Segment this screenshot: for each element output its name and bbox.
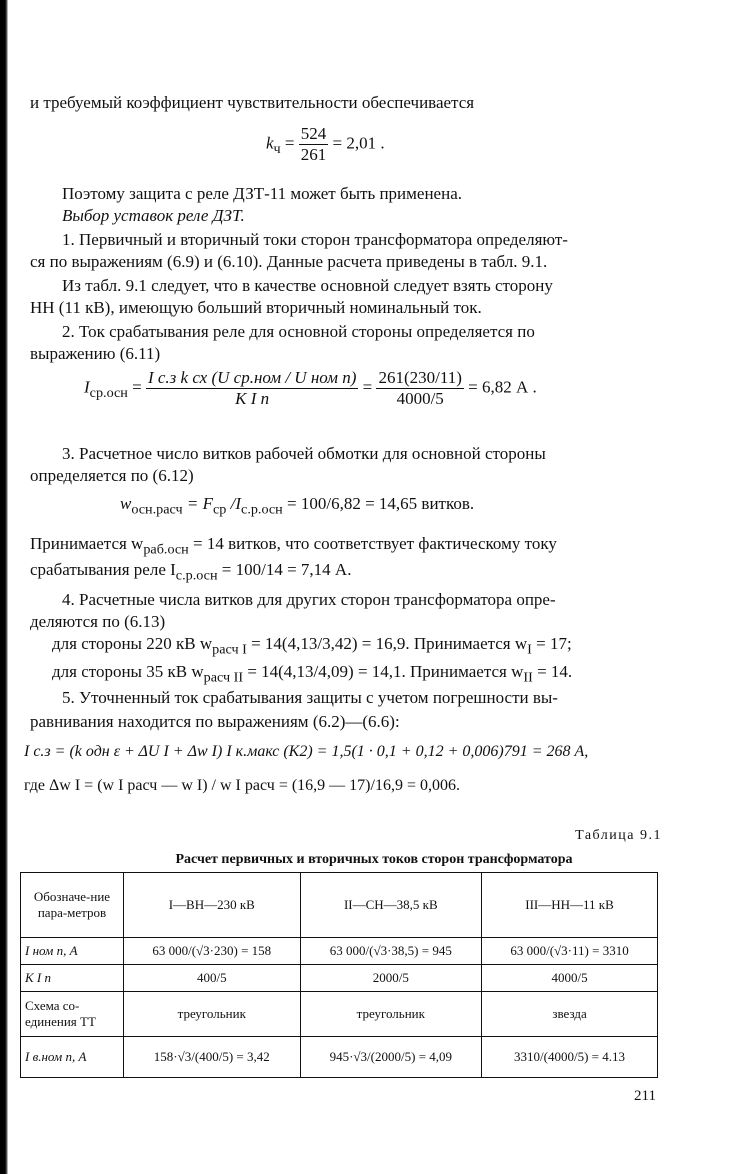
table-cell: I в.ном n, А [21, 1037, 124, 1078]
formula-isr: $I_{ср.осн}$ = $\frac{\text{I с.з k сх (U ср.ном / U ном n)}}{\text{K I n}}$ = $\frac{261(230/11)}{4000/5}$ = 6,82 А . [84, 368, 537, 408]
text-line [30, 560, 351, 585]
text-part: = 14(4,13/4,09) = 14,1. Принимается w [243, 662, 524, 681]
text-part: для стороны 220 кВ w [52, 634, 213, 653]
denominator: 4000/5 [396, 389, 444, 408]
numerator: 524 [300, 124, 327, 143]
text-line: определяется по (6.12) [30, 466, 194, 485]
formula-dw: где Δw I = (w I расч — w I) / w I расч = (16,9 — 17)/16,9 = 0,006. [24, 777, 460, 794]
text-part: = 17; [531, 634, 572, 653]
table-cell: Схема со-единения ТТ [21, 992, 124, 1037]
text-part: срабатывания реле I [30, 560, 176, 579]
table-number: Таблица 9.1 [575, 828, 662, 843]
table-row [21, 938, 658, 965]
table-cell: треугольник [124, 992, 301, 1037]
formula-symbol: w [120, 494, 132, 513]
table-cell: 4000/5 [482, 965, 658, 992]
table-cell: 158·√3/(400/5) = 3,42 [124, 1037, 301, 1078]
table-cell: 63 000/(√3·38,5) = 945 [300, 938, 482, 965]
page-edge [0, 0, 8, 1174]
text-line: деляются по (6.13) [30, 612, 166, 631]
text-line [52, 662, 572, 687]
text-part: Принимается w [30, 534, 144, 553]
text-line: 5. Уточненный ток срабатывания защиты с учетом погрешности вы- [62, 688, 558, 707]
formula-subscript: ср [213, 501, 227, 518]
text-line: Поэтому защита с реле ДЗТ-11 может быть применена. [62, 184, 462, 203]
table-header: II—СН—38,5 кВ [300, 873, 482, 938]
text-line: 2. Ток срабатывания реле для основной стороны определяется по [62, 322, 535, 341]
text-subscript: II [523, 669, 533, 686]
table-cell: 945·√3/(2000/5) = 4,09 [300, 1037, 482, 1078]
numerator: 261(230/11) [378, 368, 462, 387]
formula-subscript: с.р.осн [241, 501, 283, 518]
denominator: 261 [300, 145, 327, 164]
text-line: НН (11 кВ), имеющую больший вторичный номинальный ток. [30, 298, 482, 317]
formula-ics: I с.з = (k одн ε + ΔU I + Δw I) I к.макс (K2) = 1,5(1 · 0,1 + 0,12 + 0,006)791 = 268 А, [24, 743, 589, 760]
formula-result: = 2,01 . [332, 133, 385, 153]
text-line: Из табл. 9.1 следует, что в качестве основной следует взять сторону [62, 276, 553, 295]
fraction [299, 124, 329, 165]
text-line [30, 534, 557, 559]
table-title: Расчет первичных и вторичных токов сторон трансформатора [175, 852, 573, 867]
table-header: Обозначе-ние пара-метров [21, 873, 124, 938]
text-line [52, 634, 572, 659]
text-subscript: с.р.осн [175, 567, 218, 584]
table-cell: звезда [482, 992, 658, 1037]
table-cell: 63 000/(√3·11) = 3310 [482, 938, 658, 965]
table-header-row [21, 873, 658, 938]
table-cell: 2000/5 [300, 965, 482, 992]
formula-symbol: k [266, 133, 274, 153]
denominator: K I n [235, 389, 270, 408]
text-part: = 14. [532, 662, 573, 681]
fraction [376, 368, 463, 409]
text-subscript: расч II [203, 669, 244, 686]
page-number: 211 [634, 1088, 656, 1104]
table-cell: I ном n, А [21, 938, 124, 965]
text-line: 3. Расчетное число витков рабочей обмотки для основной стороны [62, 444, 546, 463]
table-cell: треугольник [300, 992, 482, 1037]
text-subscript: раб.осн [143, 541, 189, 558]
formula-subscript: ср.осн [89, 384, 128, 401]
text-line: равнивания находится по выражениям (6.2)—(6.6): [30, 712, 400, 731]
table-cell: 3310/(4000/5) = 4.13 [482, 1037, 658, 1078]
table-header: I—ВН—230 кВ [124, 873, 301, 938]
text-subscript: I [527, 641, 532, 658]
text-line: и требуемый коэффициент чувствительности обеспечивается [30, 93, 475, 112]
text-part: = 14(4,13/3,42) = 16,9. Принимается w [246, 634, 528, 653]
table-row [21, 965, 658, 992]
table-cell: K I n [21, 965, 124, 992]
table-cell: 63 000/(√3·230) = 158 [124, 938, 301, 965]
formula-result: = 100/6,82 = 14,65 витков. [282, 494, 475, 513]
section-heading: Выбор уставок реле ДЗТ. [62, 206, 245, 225]
formula-symbol: I [84, 377, 90, 397]
text-line: 4. Расчетные числа витков для других сторон трансформатора опре- [62, 590, 556, 609]
formula-subscript: ч [273, 140, 281, 157]
formula-result: = 6,82 А . [468, 377, 537, 397]
formula-kch: $k_ч$ = $\frac{524}{261}$ = 2,01 . [266, 124, 385, 164]
numerator: I с.з k сх (U ср.ном / U ном n) [147, 368, 357, 387]
text-part: = 100/14 = 7,14 А. [217, 560, 352, 579]
text-subscript: расч I [212, 641, 247, 658]
text-line: ся по выражениям (6.9) и (6.10). Данные расчета приведены в табл. 9.1. [30, 252, 548, 271]
text-part: для стороны 35 кВ w [52, 662, 204, 681]
text-line: выражению (6.11) [30, 344, 161, 363]
table-header: III—НН—11 кВ [482, 873, 658, 938]
data-table [20, 872, 658, 1078]
formula-w [120, 494, 474, 518]
text-part: = 14 витков, что соответствует фактическому току [188, 534, 557, 553]
formula-part: /I [226, 494, 242, 513]
formula-part: = F [182, 494, 214, 513]
fraction [146, 368, 358, 409]
table-row [21, 992, 658, 1037]
table-cell: 400/5 [124, 965, 301, 992]
formula-subscript: осн.расч [131, 501, 183, 518]
text-line: 1. Первичный и вторичный токи сторон трансформатора определяют- [62, 230, 568, 249]
table-row [21, 1037, 658, 1078]
